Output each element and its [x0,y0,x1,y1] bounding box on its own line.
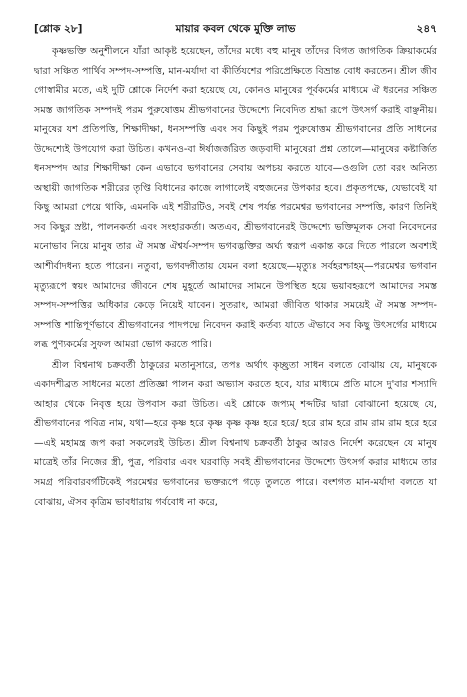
chapter-title: মায়ার কবল থেকে মুক্তি লাভ [175,23,296,35]
paragraph: শ্রীল বিশ্বনাথ চক্রবর্তী ঠাকুরের মতানুসারে, তপঃ অর্থাৎ কৃচ্ছ্রতা সাধন বলতে বোঝায় যে, মানুষকে একাদশীব্রত সাধনের মতো প্রতিজ্ঞা পালন করা অভ্যাস করতে হবে, যার মাধ্যমে প্রতি মাসে দু'বার শস্যাদি আহার থেকে নিবৃত্ত হয়ে উপবাস করা উচিত। এই শ্লোকে জপ্যম্ শব্দটির দ্বারা বোঝানো হয়েছে যে, শ্রীভগবানের পবিত্র নাম, যথা—হরে কৃষ্ণ হরে কৃষ্ণ কৃষ্ণ কৃষ্ণ হরে হরে/ হরে রাম হরে রাম রাম রাম হরে হরে—এই মহামন্ত্র জপ করা সকলেরই উচিত। শ্রীল বিশ্বনাথ চক্রবর্তী ঠাকুর আরও নির্দেশ করেছেন যে মানুষ মাত্রেই তাঁর নিজের স্ত্রী, পুত্র, পরিবার এবং ঘরবাড়ি সবই শ্রীভগবানের উদ্দেশ্যে উৎসর্গ করার মাধ্যমে তার সমগ্র পরিবারবর্গটিকেই পরমেশ্বর ভগবানের ভক্তরূপে গড়ে তুলতে পারে। বংশগত মান-মর্যাদা বলতে যা বোঝায়, ঐসব কৃত্রিম ভাবধারায় গর্ববোধ না করে, [34,359,437,508]
page-body [34,42,437,512]
page-header [34,20,437,38]
page-number: ২৪৭ [416,23,437,35]
verse-reference: [শ্লোক ২৮] [34,23,83,35]
paragraph: কৃষ্ণভক্তি অনুশীলনে যাঁরা আকৃষ্ট হয়েছেন, তাঁদের মধ্যে বহু মানুষ তাঁদের বিগত জাগতিক ক্রিয়াকর্মের দ্বারা সঞ্চিত পার্থিব সম্পদ-সম্পত্তি, মান-মর্যাদা বা কীর্তিযশের পরিপ্রেক্ষিতে বিভ্রান্ত বোধ করতেন। শ্রীল জীব গোস্বামীর মতে, এই দুটি শ্লোকে নির্দেশ করা হয়েছে যে, কোনও মানুষের পূর্বকর্মের মাধ্যমে ঐ ধরনের সঞ্চিত সমস্ত জাগতিক সম্পদই পরম পুরুষোত্তম শ্রীভগবানের উদ্দেশ্যে নিবেদিত শ্রদ্ধা রূপে উৎসর্গ করাই বাঞ্ছনীয়। মানুষের যশ প্রতিপত্তি, শিক্ষাদীক্ষা, ধনসম্পত্তি এবং সব কিছুই পরম পুরুষোত্তম শ্রীভগবানের প্রতি সাধনের উদ্দেশ্যেই উপযোগ করা উচিত। কখনও-বা ঈর্ষাজর্জরিত জড়বাদী মানুষেরা প্রশ্ন তোলে—মানুষের কষ্টার্জিত ধনসম্পদ আর শিক্ষাদীক্ষা কেন এভাবে ভগবানের সেবায় অপচয় করতে যাবে—ওগুলি তো বরং অনিত্য অস্থায়ী জাগতিক শরীরের তৃপ্তি বিধানের কাজে লাগালেই বহুজনের উপকার হবে। প্রকৃতপক্ষে, যেভাবেই যা কিছু আমরা পেয়ে থাকি, এমনকি এই শরীরটিও, সবই শেষ পর্যন্ত পরমেশ্বর ভগবানের সম্পত্তি, কারণ তিনিই সব কিছুর স্রষ্টা, পালনকর্তা এবং সংহারকর্তা। অতএব, শ্রীভগবানেরই উদ্দেশ্যে ভক্তিমূলক সেবা নিবেদনের মনোভাব নিয়ে মানুষ তার ঐ সমস্ত ঐশ্বর্য-সম্পদ ভগবদ্ভক্তির অর্ঘ্য স্বরূপ একান্ত করে দিতে পারলে অবশ্যই আশীর্বাদধন্য হতে পারেন। নতুবা, ভগবদ্গীতায় যেমন বলা হয়েছে—মৃত্যুঃ সর্বহরশ্চাহম্—পরমেশ্বর ভগবান মৃত্যুরূপে স্বয়ং আমাদের জীবনে শেষ মুহূর্তে আমাদের সামনে উপস্থিত হয়ে ভয়াবহরূপে আমাদের সমস্ত সম্পদ-সম্পত্তির অধিকার কেড়ে নিয়েই যাবেন। সুতরাং, আমরা জীবিত থাকার সময়েই ঐ সমস্ত সম্পদ-সম্পত্তি শান্তিপূর্ণভাবে শ্রীভগবানের পাদপদ্মে নিবেদন করাই কর্তব্য যাতে ঐভাবে সব কিছু উৎসর্গের মাধ্যমে লব্ধ পুণ্যকর্মের সুফল আমরা ভোগ করতে পারি। [34,46,437,351]
